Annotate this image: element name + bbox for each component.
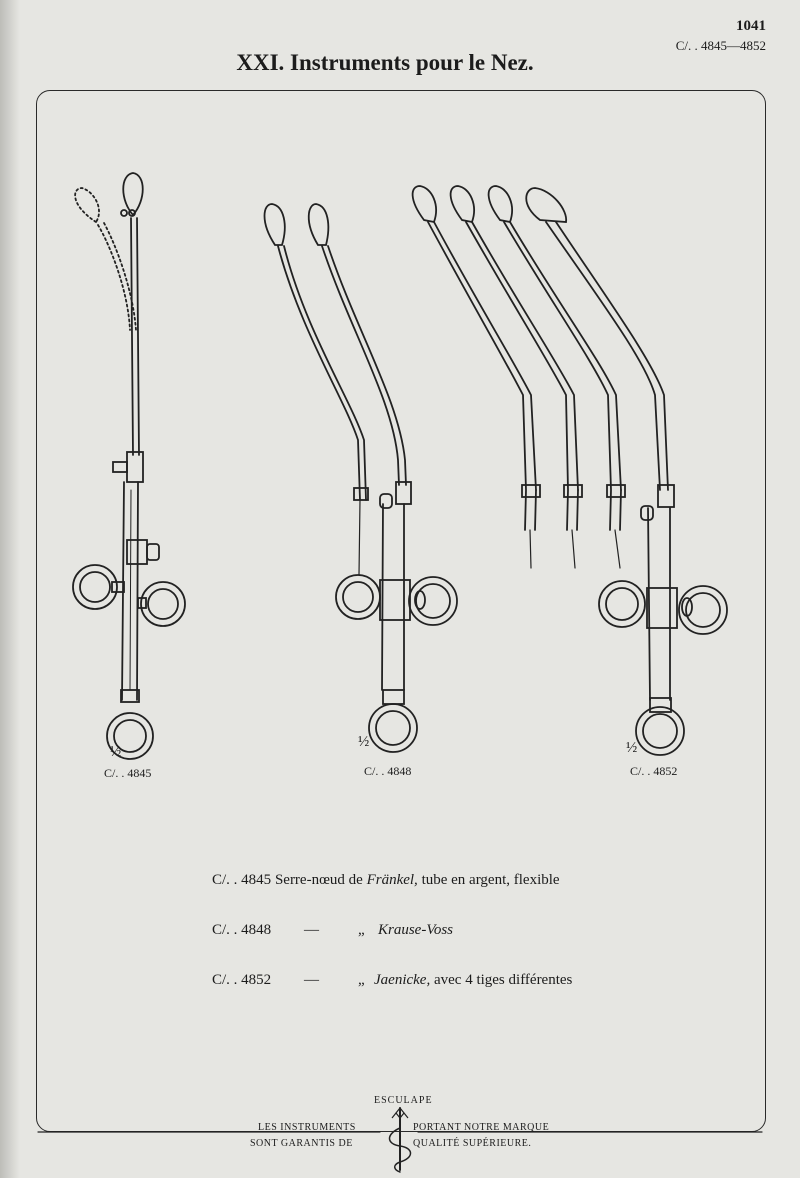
snare-4852-illustration — [413, 186, 727, 755]
scale-mark-4848: ½ — [358, 734, 370, 750]
legend-dash: — — [304, 972, 319, 988]
legend-text: Serre-nœud de — [274, 872, 363, 888]
legend-code: C/. . 4845 — [212, 872, 272, 888]
figure-caption-4852: C/. . 4852 — [630, 764, 678, 778]
figure-caption-4845: C/. . 4845 — [104, 766, 152, 780]
trademark-left-line1: LES INSTRUMENTS — [258, 1122, 356, 1133]
scale-mark-4845: ½ — [110, 744, 122, 760]
legend-ditto: „ — [358, 922, 365, 938]
legend-row-4848 — [212, 922, 512, 939]
page-number: 1041 — [736, 18, 766, 34]
legend-row-4852 — [212, 972, 612, 989]
figure-caption-4848: C/. . 4848 — [364, 764, 412, 778]
trademark-left-line2: SONT GARANTIS DE — [250, 1138, 353, 1149]
legend-name: Jaenicke, — [374, 972, 431, 988]
legend-rest: avec 4 tiges différentes — [433, 972, 573, 988]
trademark-right-line1: PORTANT NOTRE MARQUE — [413, 1122, 550, 1133]
page-title-text: XXI. Instruments pour le Nez. — [236, 50, 534, 75]
snare-4845-illustration — [73, 173, 185, 759]
catalog-range: C/. . 4845—4852 — [675, 38, 766, 53]
trademark-right-line2: QUALITÉ SUPÉRIEURE. — [413, 1138, 532, 1149]
legend-code: C/. . 4848 — [212, 922, 272, 938]
legend-name: Krause-Voss — [378, 922, 454, 938]
legend-name: Fränkel, — [366, 872, 418, 888]
legend-ditto: „ — [358, 972, 365, 988]
legend-dash: — — [304, 922, 319, 938]
trademark-brand: ESCULAPE — [374, 1095, 433, 1106]
legend-code: C/. . 4852 — [212, 972, 272, 988]
legend-entry — [374, 972, 572, 989]
legend-row-4845 — [212, 872, 560, 889]
scale-mark-4852: ½ — [626, 740, 638, 756]
legend-rest: tube en argent, flexible — [421, 872, 560, 888]
snare-4848-illustration — [265, 204, 458, 752]
